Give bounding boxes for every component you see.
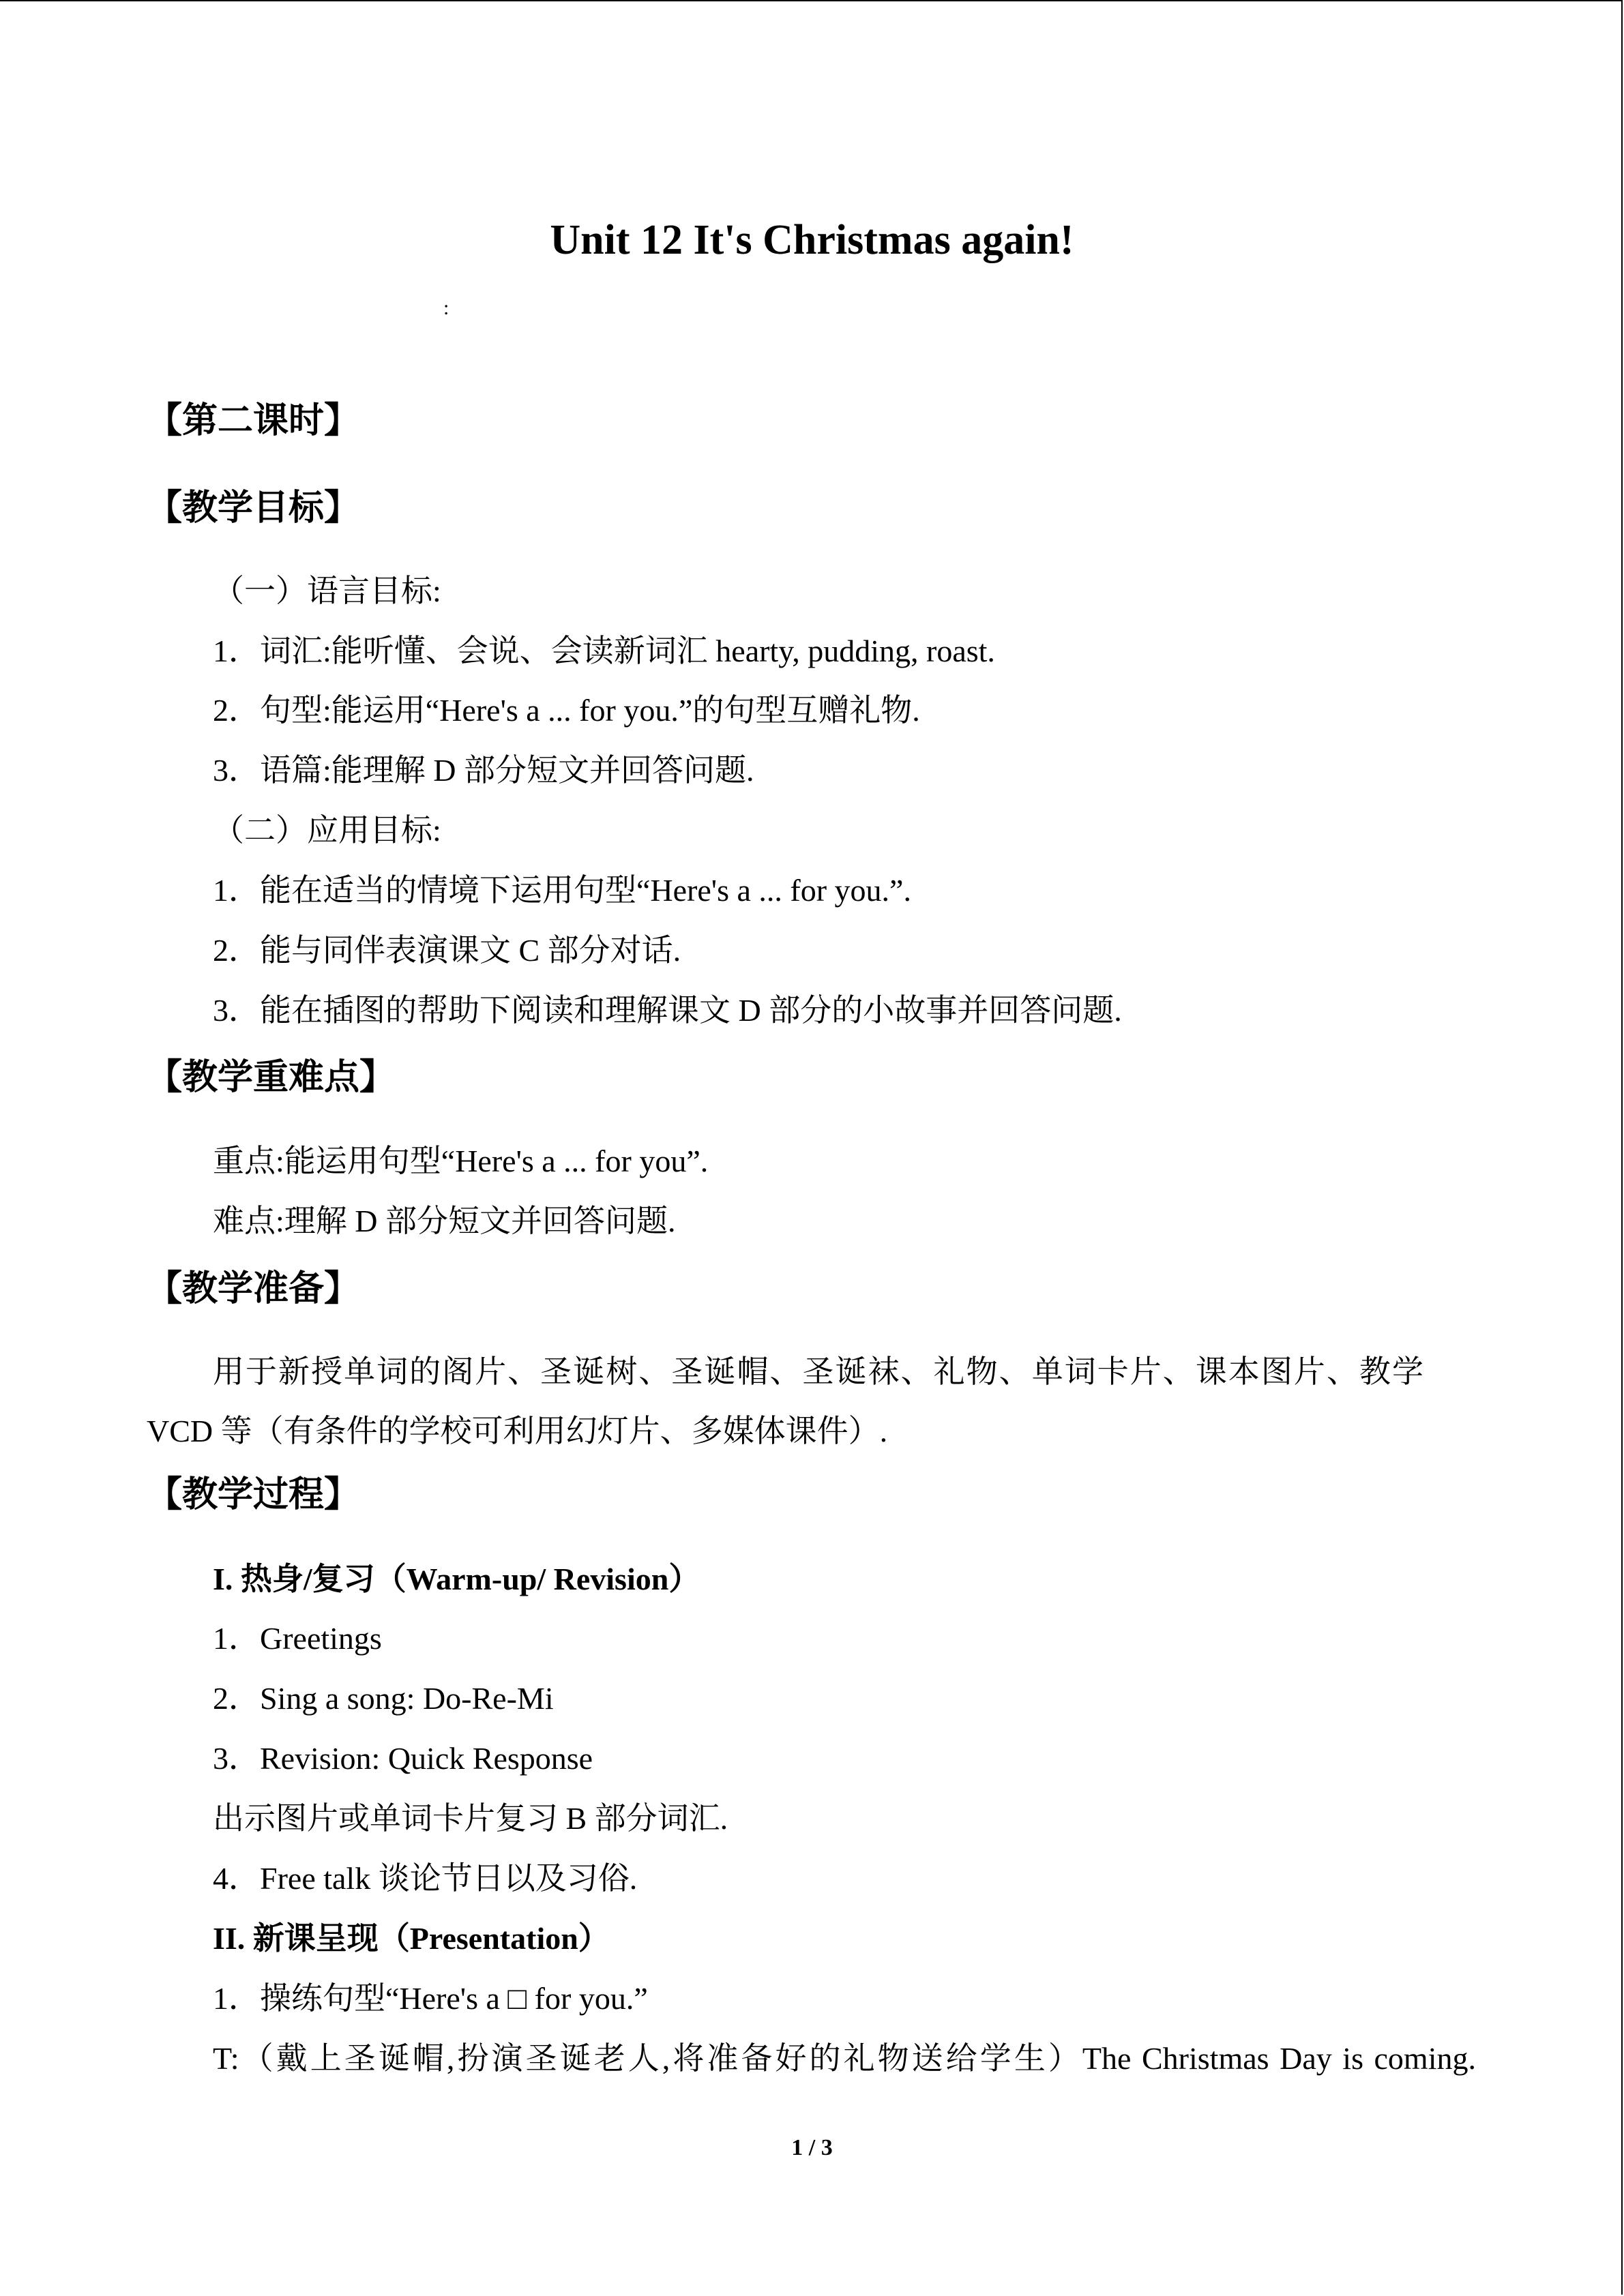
part1-item-revision: 3．Revision: Quick Response bbox=[213, 1741, 593, 1776]
key-point-focus: 重点:能运用句型“Here's a ... for you”. bbox=[213, 1144, 709, 1178]
heading-preparation: 【教学准备】 bbox=[147, 1268, 360, 1309]
subtitle-mark: : bbox=[443, 297, 449, 319]
language-goal-3: 3．语篇:能理解 D 部分短文并回答问题. bbox=[213, 753, 754, 788]
part1-item-free-talk: 4．Free talk 谈论节日以及习俗. bbox=[213, 1861, 638, 1896]
part1-heading: I. 热身/复习（Warm-up/ Revision） bbox=[213, 1562, 700, 1596]
heading-lesson: 【第二课时】 bbox=[147, 400, 360, 441]
part1-item-song: 2．Sing a song: Do-Re-Mi bbox=[213, 1681, 554, 1716]
application-goal-3: 3．能在插图的帮助下阅读和理解课文 D 部分的小故事并回答问题. bbox=[213, 993, 1122, 1028]
application-goal-2: 2．能与同伴表演课文 C 部分对话. bbox=[213, 933, 681, 968]
part2-item-drill: 1．操练句型“Here's a □ for you.” bbox=[213, 1981, 648, 2016]
language-goals-heading: （一）语言目标: bbox=[213, 573, 441, 608]
heading-objectives: 【教学目标】 bbox=[147, 488, 360, 528]
preparation-line-2: VCD 等（有条件的学校可利用幻灯片、多媒体课件）. bbox=[147, 1414, 888, 1448]
heading-key-points: 【教学重难点】 bbox=[147, 1057, 396, 1098]
language-goal-1: 1．词汇:能听懂、会说、会读新词汇 hearty, pudding, roast. bbox=[213, 633, 995, 668]
document-title: Unit 12 It's Christmas again! bbox=[550, 217, 1074, 263]
part1-item-greetings: 1．Greetings bbox=[213, 1621, 382, 1656]
page-number: 1 / 3 bbox=[791, 2135, 833, 2160]
key-point-difficulty: 难点:理解 D 部分短文并回答问题. bbox=[213, 1204, 676, 1238]
application-goals-heading: （二）应用目标: bbox=[213, 813, 441, 848]
heading-process: 【教学过程】 bbox=[147, 1474, 360, 1515]
language-goal-2: 2．句型:能运用“Here's a ... for you.”的句型互赠礼物. bbox=[213, 693, 920, 728]
part1-item-vocab-review: 出示图片或单词卡片复习 B 部分词汇. bbox=[213, 1801, 728, 1836]
application-goal-1: 1．能在适当的情境下运用句型“Here's a ... for you.”. bbox=[213, 873, 911, 908]
part2-item-teacher-line: T:（戴上圣诞帽,扮演圣诞老人,将准备好的礼物送给学生）The Christmas Day is coming. bbox=[213, 2041, 1476, 2076]
preparation-line-1: 用于新授单词的阁片、圣诞树、圣诞帽、圣诞袜、礼物、单词卡片、课本图片、教学 bbox=[213, 1354, 1423, 1389]
part2-heading: II. 新课呈现（Presentation） bbox=[213, 1921, 610, 1956]
